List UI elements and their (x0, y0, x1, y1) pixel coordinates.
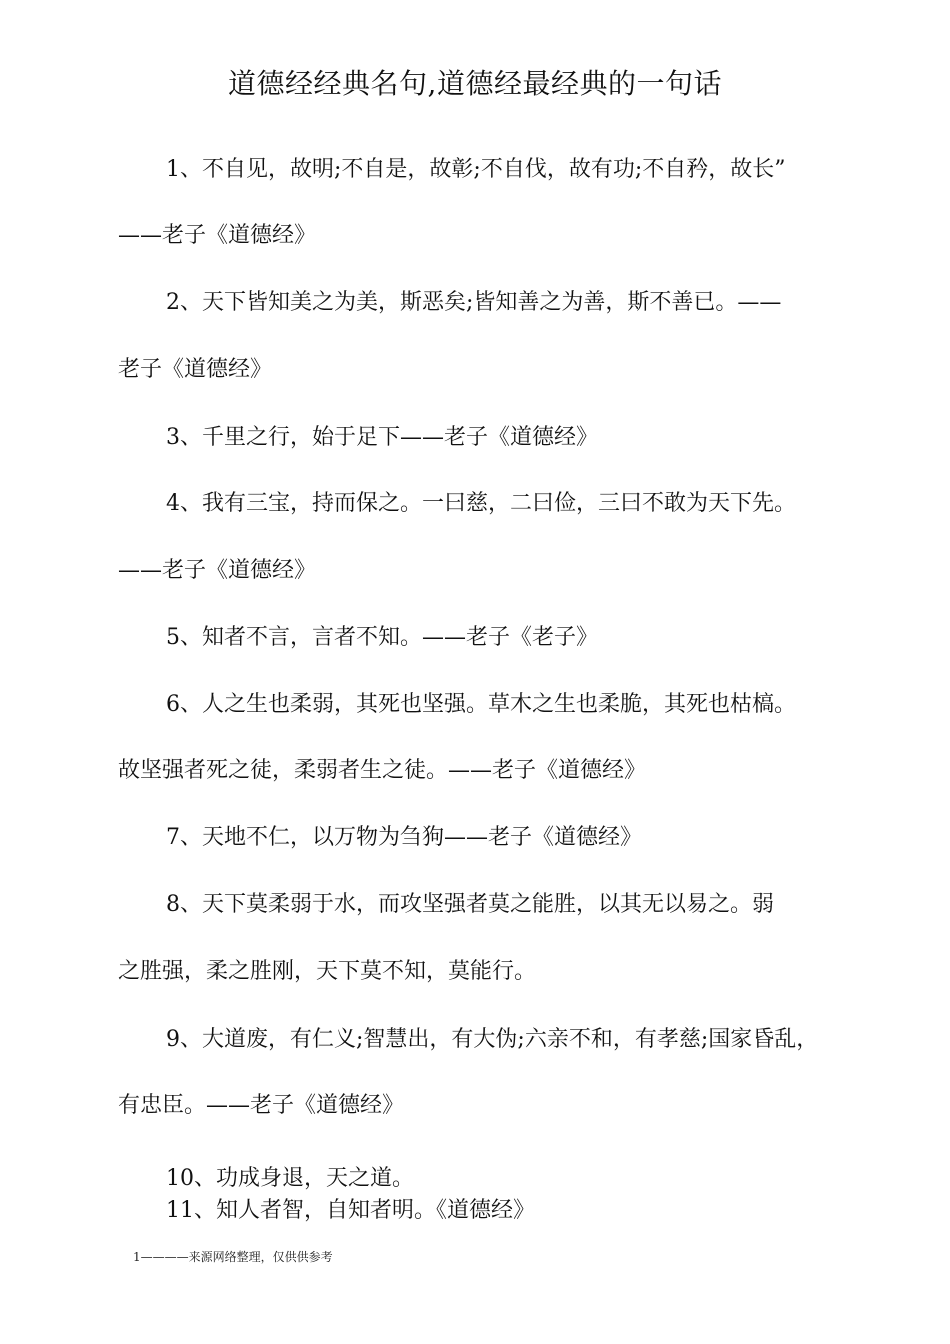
quote-2-line-1: 2、天下皆知美之为美，斯恶矣;皆知善之为善，斯不善已。—— (166, 290, 782, 315)
quote-4-line-2: ——老子《道德经》 (118, 558, 317, 583)
quote-1-line-1: 1、不自见，故明;不自是，故彰;不自伐，故有功;不自矜，故长” (166, 157, 786, 182)
quote-4-line-1: 4、我有三宝，持而保之。一曰慈，二曰俭，三曰不敢为天下先。 (166, 491, 796, 516)
page-footer: 1————来源网络整理，仅供供参考 (133, 1250, 333, 1264)
quote-9-line-2: 有忠臣。——老子《道德经》 (118, 1093, 405, 1118)
quote-8-line-1: 8、天下莫柔弱于水，而攻坚强者莫之能胜，以其无以易之。弱 (166, 892, 774, 917)
quote-11-line-1: 11、知人者智，自知者明。《道德经》 (166, 1198, 535, 1223)
quote-1-line-2: ——老子《道德经》 (118, 223, 317, 248)
quote-10-line-1: 10、功成身退，天之道。 (166, 1166, 414, 1191)
quote-2-line-2: 老子《道德经》 (118, 357, 273, 382)
quote-9-line-1: 9、大道废，有仁义;智慧出，有大伪;六亲不和，有孝慈;国家昏乱， (166, 1027, 819, 1052)
quote-6-line-1: 6、人之生也柔弱，其死也坚强。草木之生也柔脆，其死也枯槁。 (166, 692, 796, 717)
quote-7-line-1: 7、天地不仁，以万物为刍狗——老子《道德经》 (166, 825, 642, 850)
quote-8-line-2: 之胜强，柔之胜刚，天下莫不知，莫能行。 (118, 959, 537, 984)
quote-5-line-1: 5、知者不言，言者不知。——老子《老子》 (166, 625, 598, 650)
quote-3-line-1: 3、千里之行，始于足下——老子《道德经》 (166, 425, 598, 450)
quote-6-line-2: 故坚强者死之徒，柔弱者生之徒。——老子《道德经》 (118, 758, 647, 783)
page-title: 道德经经典名句,道德经最经典的一句话 (228, 67, 722, 100)
